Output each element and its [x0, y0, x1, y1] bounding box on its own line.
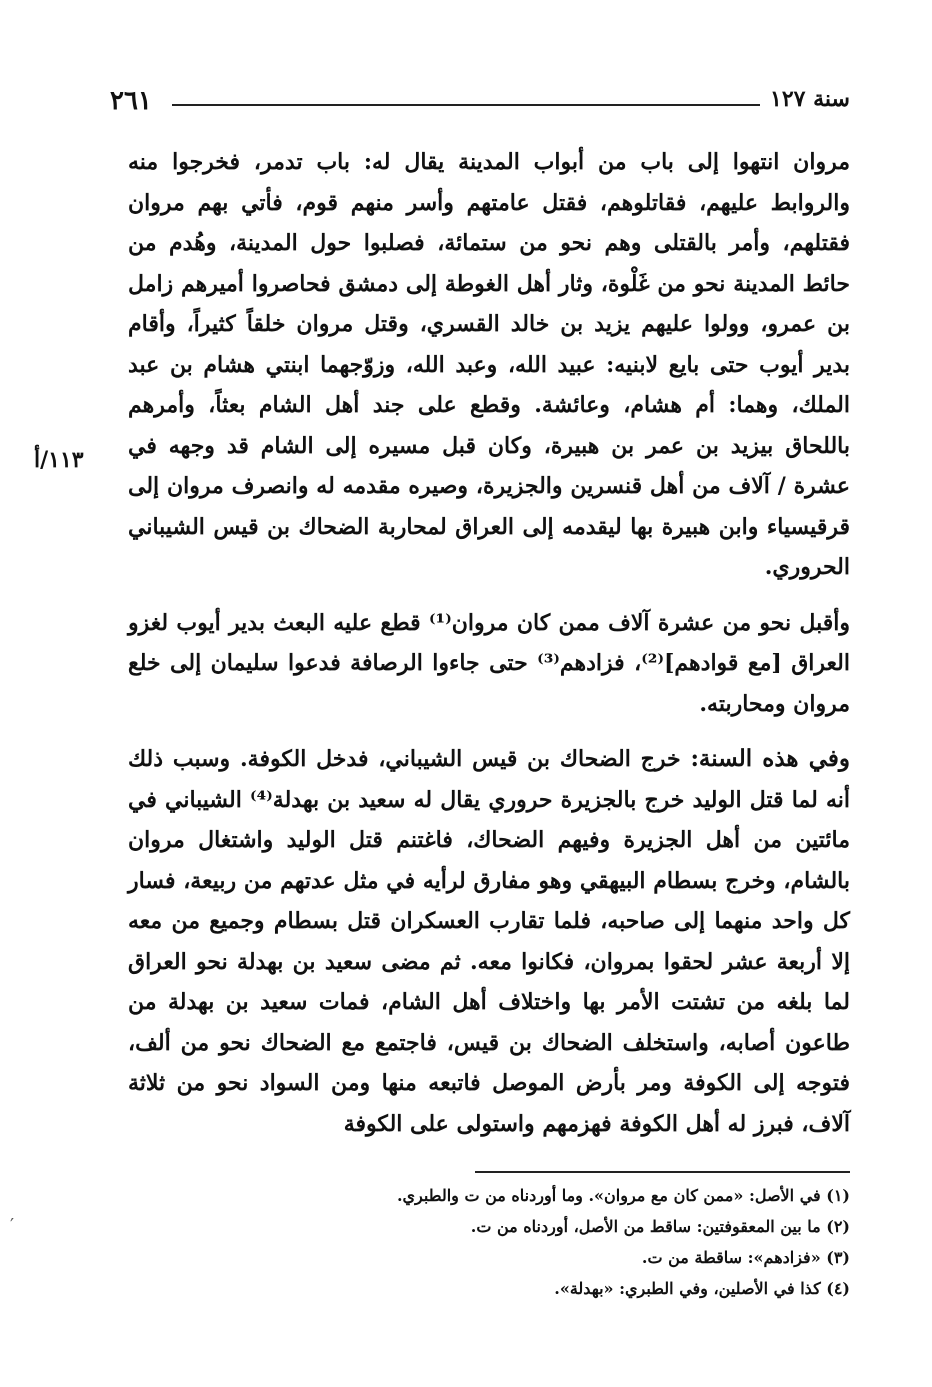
footnote-4: (٤) كذا في الأصلين، وفي الطبري: «بهدلة». [554, 1279, 850, 1298]
scan-mark: ′ [10, 1215, 15, 1236]
footnote-1: (١) في الأصل: «ممن كان مع مروان». وما أوردناه من ت والطبري. [396, 1186, 850, 1205]
section-lead: وفي هذه السنة: [690, 745, 851, 772]
main-text [128, 142, 850, 1144]
paragraph-3 [128, 739, 850, 1144]
paragraph-1 [128, 142, 850, 588]
footnote-separator [475, 1171, 850, 1173]
footnote-3: (٣) «فزادهم»: ساقطة من ت. [641, 1248, 850, 1267]
running-head: سنة ١٢٧ [770, 86, 850, 112]
footnotes [250, 1180, 850, 1304]
header-rule [172, 104, 760, 106]
paragraph-text: وأقبل نحو من عشرة آلاف ممن كان مروان⁽¹⁾ قطع عليه البعث بدير أيوب لغزو العراق [مع قوادهم]⁽²⁾، فزادهم⁽³⁾ حتى جاءوا الرصافة فدعوا سليمان إلى خلع مروان ومحاربته. [128, 609, 850, 717]
footnote-2: (٢) ما بين المعقوفتين: ساقط من الأصل، أوردناه من ت. [470, 1217, 850, 1236]
paragraph-text: خرج الضحاك بن قيس الشيباني، فدخل الكوفة. وسبب ذلك أنه لما قتل الوليد خرج بالجزيرة حروري يقال له سعيد بن بهدلة⁽⁴⁾ الشيباني في مائتين من أهل الجزيرة وفيهم الضحاك، فاغتنم قتل الوليد واشتغال مروان بالشام، وخرج بسطام البيهقي وهو مفارق لرأيه في مثل عدتهم من ربيعة، فسار كل واحد منهما إلى صاحبه، فلما تقارب العسكران قتل بسطام وجميع من معه إلا أربعة عشر لحقوا بمروان، فكانوا معه. ثم مضى سعيد بن بهدلة نحو العراق لما بلغه من تشتت الأمر بها واختلاف أهل الشام، فمات سعيد بن بهدلة من طاعون أصابه، واستخلف الضحاك بن قيس، فاجتمع مع الضحاك نحو من ألف، فتوجه إلى الكوفة ومر بأرض الموصل فاتبعه منها ومن السواد نحو من ثلاثة آلاف، فبرز له أهل الكوفة فهزمهم واستولى على الكوفة [128, 746, 851, 1137]
page-header [110, 86, 850, 118]
paragraph-text: مروان انتهوا إلى باب من أبواب المدينة يقال له: باب تدمر، فخرجوا منه والروابط عليهم، فقاتلوهم، فقتل عامتهم وأسر منهم قوم، فأتي بهم مروان فقتلهم، وأمر بالقتلى وهم نحو من ستمائة، فصلبوا حول المدينة، وهُدم من حائط المدينة نحو من غَلْوة، وثار أهل الغوطة إلى دمشق فحاصروا أميرهم زامل بن عمرو، وولوا عليهم يزيد بن خالد القسري، وقتل مروان خلقاً كثيراً، وأقام بدير أيوب حتى بايع لابنيه: عبيد الله، وعبد الله، وزوّجهما ابنتي هشام بن عبد الملك، وهما: أم هشام، وعائشة. وقطع على جند أهل الشام بعثاً، وأمرهم باللحاق بيزيد بن عمر بن هبيرة، وكان قبل مسيره إلى الشام قد وجهه في عشرة / آلاف من أهل قنسرين والجزيرة، وصيره مقدمه له وانصرف مروان إلى قرقيسياء وابن هبيرة بها ليقدمه إلى العراق لمحاربة الضحاك بن قيس الشيباني الحروري. [128, 149, 850, 580]
page-number: ٢٦١ [110, 86, 152, 116]
paragraph-2 [128, 603, 850, 725]
folio-margin-note: ١١٣/أ [34, 447, 84, 473]
